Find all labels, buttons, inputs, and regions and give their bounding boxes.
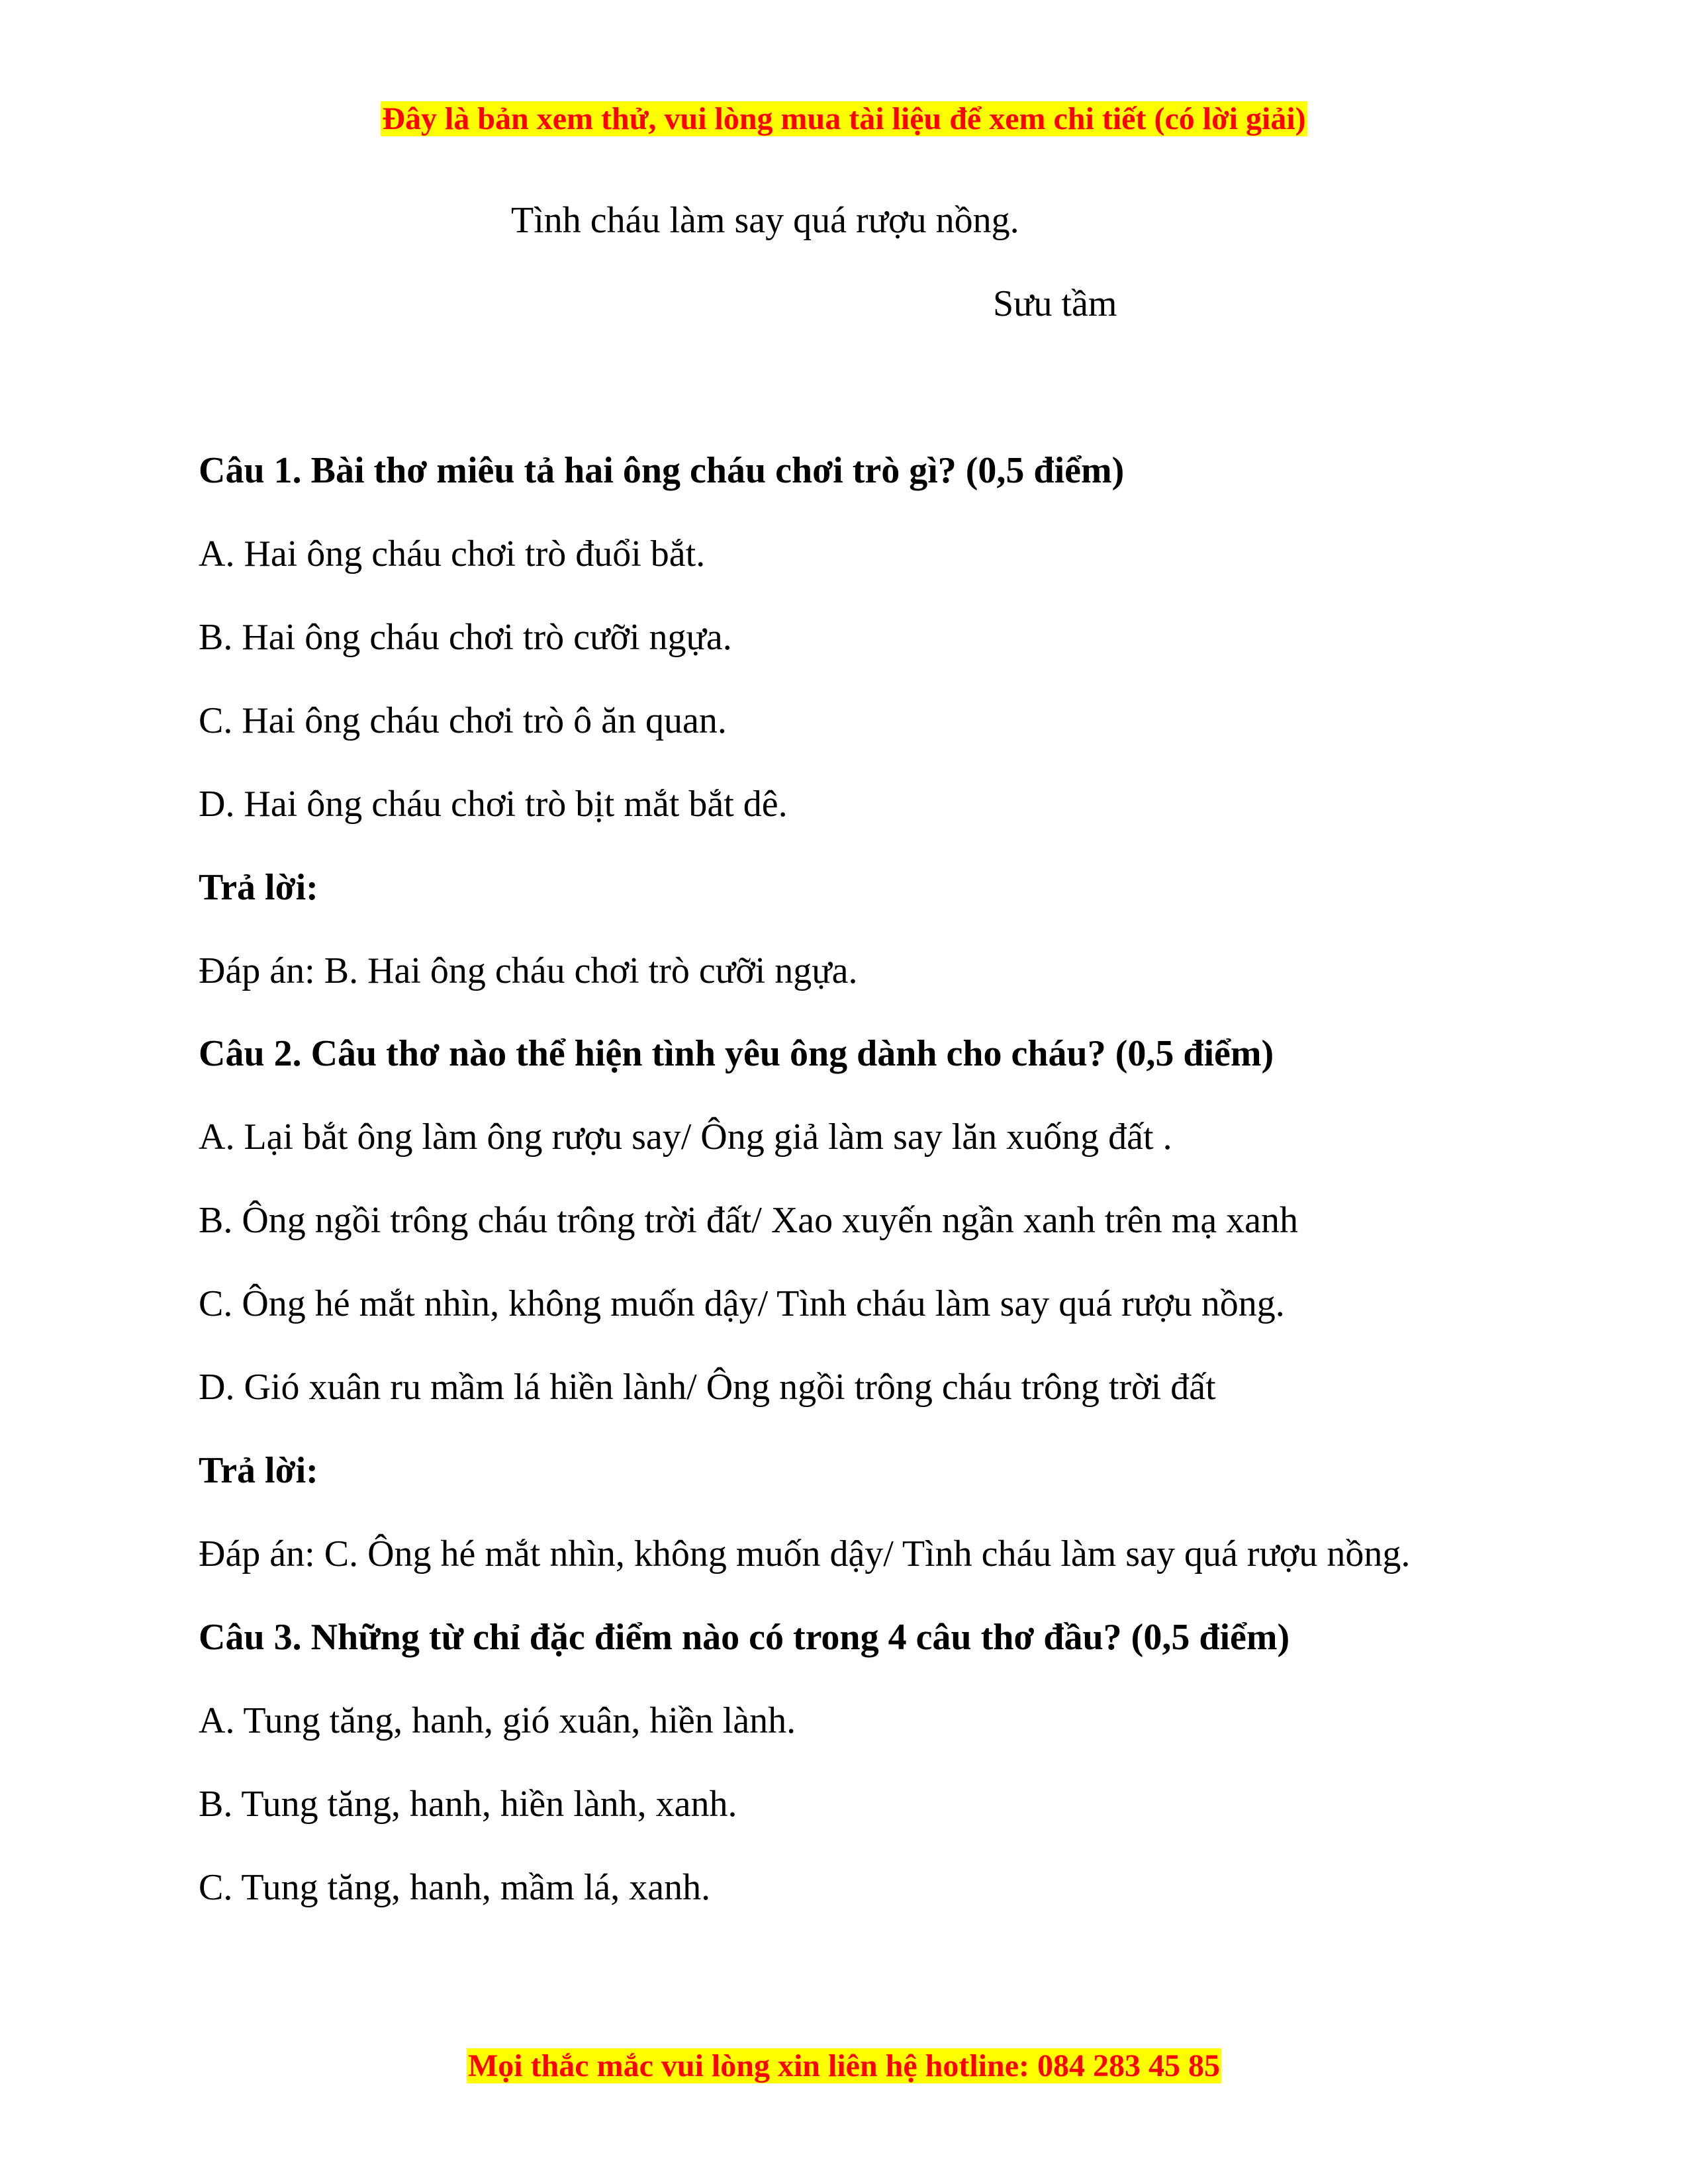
preview-notice-text: Đây là bản xem thử, vui lòng mua tài liệu để xem chi tiết (có lời giải) xyxy=(382,101,1306,136)
question-2-option-c: C. Ông hé mắt nhìn, không muốn dậy/ Tình cháu làm say quá rượu nồng. xyxy=(199,1283,1285,1324)
question-1-option-d: D. Hai ông cháu chơi trò bịt mắt bắt dê. xyxy=(199,784,788,825)
question-3-option-b: B. Tung tăng, hanh, hiền lành, xanh. xyxy=(199,1784,737,1825)
question-2-answer: Đáp án: C. Ông hé mắt nhìn, không muốn dậy/ Tình cháu làm say quá rượu nồng. xyxy=(199,1533,1411,1574)
question-3-option-a: A. Tung tăng, hanh, gió xuân, hiền lành. xyxy=(199,1700,796,1741)
question-2-option-a: A. Lại bắt ông làm ông rượu say/ Ông giả làm say lăn xuống đất . xyxy=(199,1116,1172,1158)
poem-source: Sưu tầm xyxy=(993,283,1117,324)
question-2-option-d: D. Gió xuân ru mầm lá hiền lành/ Ông ngồi trông cháu trông trời đất xyxy=(199,1367,1216,1408)
question-1-option-b: B. Hai ông cháu chơi trò cưỡi ngựa. xyxy=(199,617,732,658)
question-1-title: Câu 1. Bài thơ miêu tả hai ông cháu chơi trò gì? (0,5 điểm) xyxy=(199,450,1125,491)
preview-notice-banner xyxy=(0,99,1688,139)
question-2-option-b: B. Ông ngồi trông cháu trông trời đất/ Xao xuyến ngần xanh trên mạ xanh xyxy=(199,1200,1299,1241)
question-3-option-c: C. Tung tăng, hanh, mầm lá, xanh. xyxy=(199,1867,711,1908)
question-3-title: Câu 3. Những từ chỉ đặc điểm nào có trong 4 câu thơ đầu? (0,5 điểm) xyxy=(199,1617,1290,1658)
question-2-answer-label: Trả lời: xyxy=(199,1450,318,1491)
question-1-answer-label: Trả lời: xyxy=(199,867,318,908)
hotline-footer-text: Mọi thắc mắc vui lòng xin liên hệ hotline: 084 283 45 85 xyxy=(467,2048,1220,2083)
question-2-title: Câu 2. Câu thơ nào thể hiện tình yêu ông dành cho cháu? (0,5 điểm) xyxy=(199,1033,1274,1074)
question-1-option-a: A. Hai ông cháu chơi trò đuổi bắt. xyxy=(199,533,706,574)
poem-last-line: Tình cháu làm say quá rượu nồng. xyxy=(511,200,1019,241)
question-1-option-c: C. Hai ông cháu chơi trò ô ăn quan. xyxy=(199,700,727,741)
question-1-answer: Đáp án: B. Hai ông cháu chơi trò cưỡi ngựa. xyxy=(199,950,858,991)
hotline-footer-banner xyxy=(0,2046,1688,2086)
